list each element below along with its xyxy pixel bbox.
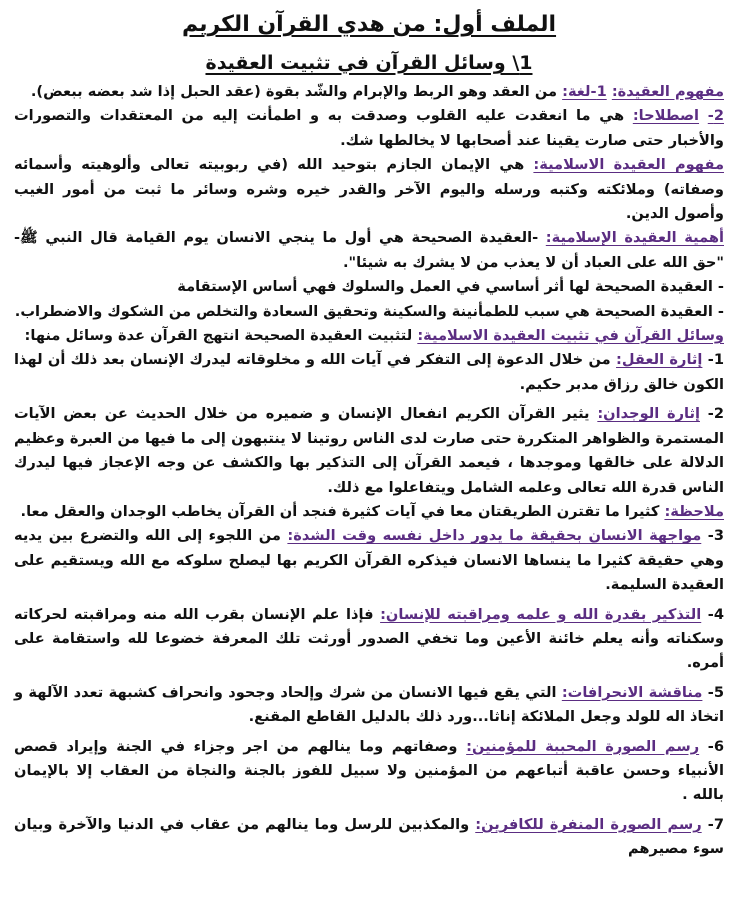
means-item-text: يثير القرآن الكريم انفعال الإنسان و ضميره من خلال الحديث عن بعض الآيات المستمرة والظواهر المتكررة حتى صارت لدى الناس روتينا لا ينتبهون إلى ما فيها من العبرة وعظيم الدلالة على خالقها وموجدها ، فيعمد القرآن إلى التذكير بها والكشف عن وجه الإعجاز فيها ليدرك الناس قدرة الله تعالى وعلمه الشامل ويتفاعلوا مع ذلك.: [14, 405, 724, 496]
concept-text: من العقد وهو الربط والإبرام والشّد بقوة (عقد الحبل إذا شد بعضه ببعض).: [30, 83, 558, 100]
term-paragraph: [14, 104, 724, 153]
bullet-item: - العقيدة الصحيحة هي سبب للطمأنينة والسكينة وتحقيق السعادة والتخلص من الشكوك والاضطراب.: [14, 302, 724, 320]
means-item-num: 2-: [707, 405, 724, 423]
means-intro-label: وسائل القرآن في تثبيت العقيدة الاسلامية:: [417, 327, 724, 345]
section-title: 1\ وسائل القرآن في تثبيت العقيدة: [205, 52, 533, 74]
means-item-num: 6-: [707, 737, 724, 755]
means-item-label: إثارة العقل:: [616, 351, 703, 369]
means-item-num: 1-: [707, 351, 724, 369]
means-item-label: إثارة الوجدان:: [597, 405, 700, 423]
means-intro-paragraph: [14, 324, 724, 348]
note-paragraph: [14, 500, 724, 524]
term-text: هي ما انعقدت عليه القلوب وصدقت به و اطمأنت إليه من المعتقدات والتصورات والأخبار حتى صارت يقينا عند أصحابها لا يخالطها شك.: [14, 107, 724, 149]
means-item-num: 4-: [707, 605, 724, 623]
islamic-concept-paragraph: [14, 153, 724, 226]
concept-num: 1-: [590, 83, 607, 100]
means-item-1: [14, 348, 724, 397]
means-item-text: من خلال الدعوة إلى التفكر في آيات الله و مخلوقاته ليدرك الإنسان بعد ذلك أن لهذا الكون خالق رزاق مدبر حكيم.: [14, 351, 724, 393]
document-title: الملف أول: من هدي القرآن الكريم: [181, 12, 557, 37]
term-num: 2-: [707, 107, 724, 125]
islamic-concept-text: هي الإيمان الجازم بتوحيد الله (في ربوبيته تعالى وألوهيته وأسمائه وصفاته) وملائكته وكتبه ورسله واليوم الآخر والقدر خيره وشره وسائر ما ثبت من أمور الغيب وأصول الدين.: [14, 156, 724, 223]
means-item-text: من اللجوء إلى الله والتضرع بين يديه وهي حقيقة كثيرا ما ينساها الانسان فيذكره القرآن الكريم بها ليصلح سلوكه مع الله ويستقيم على العقيدة السليمة.: [14, 527, 724, 594]
importance-label: أهمية العقيدة الإسلامية:: [545, 229, 724, 247]
means-item-7: [14, 813, 724, 862]
concept-paragraph: [14, 80, 724, 104]
means-item-label: مواجهة الانسان بحقيقة ما يدور داخل نفسه وقت الشدة:: [287, 527, 702, 545]
means-item-2: [14, 402, 724, 500]
importance-text: -العقيدة الصحيحة هي أول ما ينجي الانسان يوم القيامة قال النبي ﷺ- "حق الله على العباد أن لا يعذب من لا يشرك به شيئا".: [14, 229, 724, 271]
means-item-text: التي يقع فيها الانسان من شرك وإلحاد وجحود وانحراف كشبهة تعدد الآلهة و اتخاذ اله للولد وجعل الملائكة إناثا...ورد ذلك بالدليل القاطع المقنع.: [14, 683, 724, 726]
means-item-6: [14, 735, 724, 808]
note-label: ملاحظة:: [664, 502, 724, 520]
bullet-item: - العقيدة الصحيحة لها أثر أساسي في العمل والسلوك فهي أساس الإستقامة: [177, 278, 724, 296]
means-item-label: التذكير بقدرة الله و علمه ومراقبته للإنسان:: [380, 605, 702, 623]
means-item-num: 3-: [707, 527, 724, 545]
concept-label: مفهوم العقيدة:: [611, 83, 724, 100]
means-intro-text: لتثبيت العقيدة الصحيحة انتهج القرآن عدة وسائل منها:: [24, 327, 413, 345]
term-label: اصطلاحا:: [632, 107, 700, 125]
islamic-concept-label: مفهوم العقيدة الاسلامية:: [533, 156, 724, 174]
means-item-4: [14, 603, 724, 676]
means-item-num: 7-: [707, 815, 724, 833]
note-text: كثيرا ما تقترن الطريقتان معا في آيات كثيرة فنجد أن القرآن يخاطب الوجدان والعقل معا.: [20, 502, 660, 520]
means-item-text: والمكذبين للرسل وما ينالهم من عقاب في الدنيا والآخرة وبيان سوء مصيرهم: [14, 815, 724, 858]
means-item-label: رسم الصورة المحببة للمؤمنين:: [466, 737, 700, 755]
means-item-text: فإذا علم الإنسان بقرب الله منه ومراقبته لحركاته وسكناته وأنه يعلم خائنة الأعين وما تخفي الصدور أورثت تلك المعرفة خضوعا لله واستقامة على أمره.: [14, 605, 724, 672]
concept-sublabel: لغة:: [562, 83, 591, 100]
means-item-num: 5-: [707, 683, 724, 701]
importance-paragraph: [14, 226, 724, 275]
means-item-label: مناقشة الانحرافات:: [561, 683, 703, 701]
means-item-3: [14, 524, 724, 597]
means-item-label: رسم الصورة المنفرة للكافرين:: [475, 815, 702, 833]
means-item-5: [14, 681, 724, 730]
means-item-text: وصفاتهم وما ينالهم من اجر وجزاء في الجنة وإيراد قصص الأنبياء وحسن عاقبة أتباعهم من المؤمنين ولا سبيل للفوز بالجنة والنجاة من العقاب إلا بالإيمان بالله .: [14, 737, 724, 804]
